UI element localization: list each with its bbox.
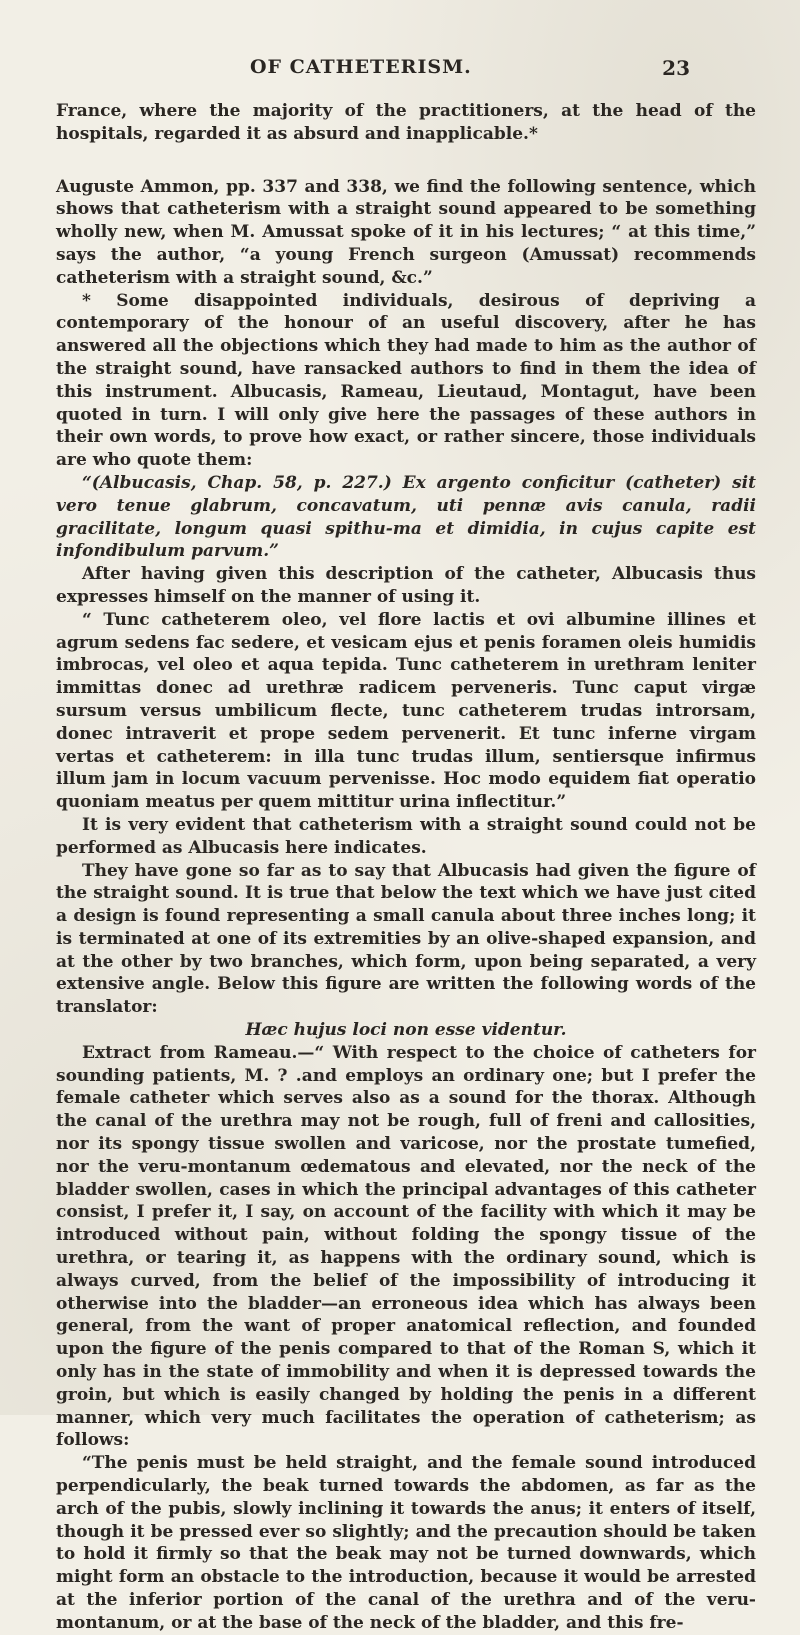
rameau-extract: Extract from Rameau.—“ With respect to the choice of catheters for sounding patients, M. ? .and employs an ordinary one; but I prefer the female catheter which serves also as a sound for the thorax. Although the canal of the urethra may not be rough, full of freni and callosities, nor its spongy tissue swollen and varicose, nor the prostate tumefied, nor the veru-montanum œdematous and elevated, nor the neck of the bladder swollen, cases in which the principal advantages of this catheter consist, I prefer it, I say, on account of the facility with which it may be introduced without pain, without folding the spongy tissue of the urethra, or tearing it, as happens with the ordinary sound, which is always curved, from the belief of the impossibility of introducing it otherwise into the bladder—an erroneous idea which has always been general, from the want of proper anatomical reflection, and founded upon the figure of the penis compared to that of the Roman S, which it only has in the state of immobility and when it is depressed towards the groin, but which is easily changed by holding the penis in a different manner, which very much facilitates the operation of catheterism; as follows:	[56, 1042, 756, 1451]
paragraph-albucasis-usage: After having given this description of the catheter, Albucasis thus expresses himself on the manner of using it.	[56, 564, 756, 607]
translator-note: Hæc hujus loci non esse videntur.	[245, 1020, 567, 1041]
paragraph-figure: They have gone so far as to say that Albucasis had given the figure of the straight sound. It is true that below the text which we have just cited a design is found representing a small canula about three inches long; it is terminated at one of its extremities by an olive-shaped expansion, and at the other by two branches, which form, upon being separated, a very extensive angle. Below this figure are written the following words of the translator:	[56, 860, 756, 1018]
page-number: 23	[662, 56, 690, 80]
footnote-paragraph: * Some disappointed individuals, desirous of depriving a contemporary of the honour of an useful discovery, after he has answered all the objections which they had made to him as the author of the straight sound, have ransacked authors to find in them the idea of this instrument. Albucasis, Rameau, Lieutaud, Montagut, have been quoted in turn. I will only give here the passages of these authors in their own words, to prove how exact, or rather sincere, those individuals are who quote them:	[56, 290, 756, 471]
paragraph-evident: It is very evident that catheterism with a straight sound could not be performed as Albucasis here indicates.	[56, 814, 756, 858]
albucasis-quote-description: “(Albucasis, Chap. 58, p. 227.) Ex argento conficitur (catheter) sit vero tenue glabrum, concavatum, uti pennæ avis canula, radii gracilitate, longum quasi spithu-ma et dimidia, in cujus capite est infondibulum parvum.”	[56, 472, 756, 562]
albucasis-quote-usage: “ Tunc catheterem oleo, vel flore lactis et ovi albumine illines et agrum sedens fac sedere, et vesicam ejus et penis foramen oleis humidis imbrocas, vel oleo et aqua tepida. Tunc catheterem in urethram leniter immittas donec ad urethræ radicem perveneris. Tunc caput virgæ sursum versus umbilicum flecte, tunc catheterem trudas introrsam, donec intraverit et prope sedem pervenerit. Et tunc inferne virgam vertas et catheterem: in illa tunc trudas illum, sentiersque infirmus illum jam in locum vacuum pervenisse. Hoc modo equidem fiat operatio quoniam meatus per quem mittitur urina inflectitur.”	[56, 609, 756, 813]
paragraph-continuation: France, where the majority of the practitioners, at the head of the hospitals, regarded it as absurd and inapplicable.*	[56, 101, 756, 144]
body-text	[56, 96, 756, 1635]
rameau-penis-paragraph: “The penis must be held straight, and the female sound introduced perpendicularly, the beak turned towards the abdomen, as far as the arch of the pubis, slowly inclining it towards the anus; it enters of itself, though it be pressed ever so slightly; and the precaution should be taken to hold it firmly so that the beak may not be turned downwards, which might form an obstacle to the introduction, because it would be arrested at the inferior portion of the canal of the urethra and of the veru-montanum, or at the base of the neck of the bladder, and this fre-	[56, 1453, 756, 1633]
paragraph-ammon: Auguste Ammon, pp. 337 and 338, we find the following sentence, which shows that catheterism with a straight sound appeared to be something wholly new, when M. Amussat spoke of it in his lectures; “ at this time,” says the author, “a young French surgeon (Amussat) recommends catheterism with a straight sound, &c.”	[56, 176, 756, 288]
running-head: OF CATHETERISM.	[250, 56, 472, 78]
page-header	[230, 56, 690, 96]
